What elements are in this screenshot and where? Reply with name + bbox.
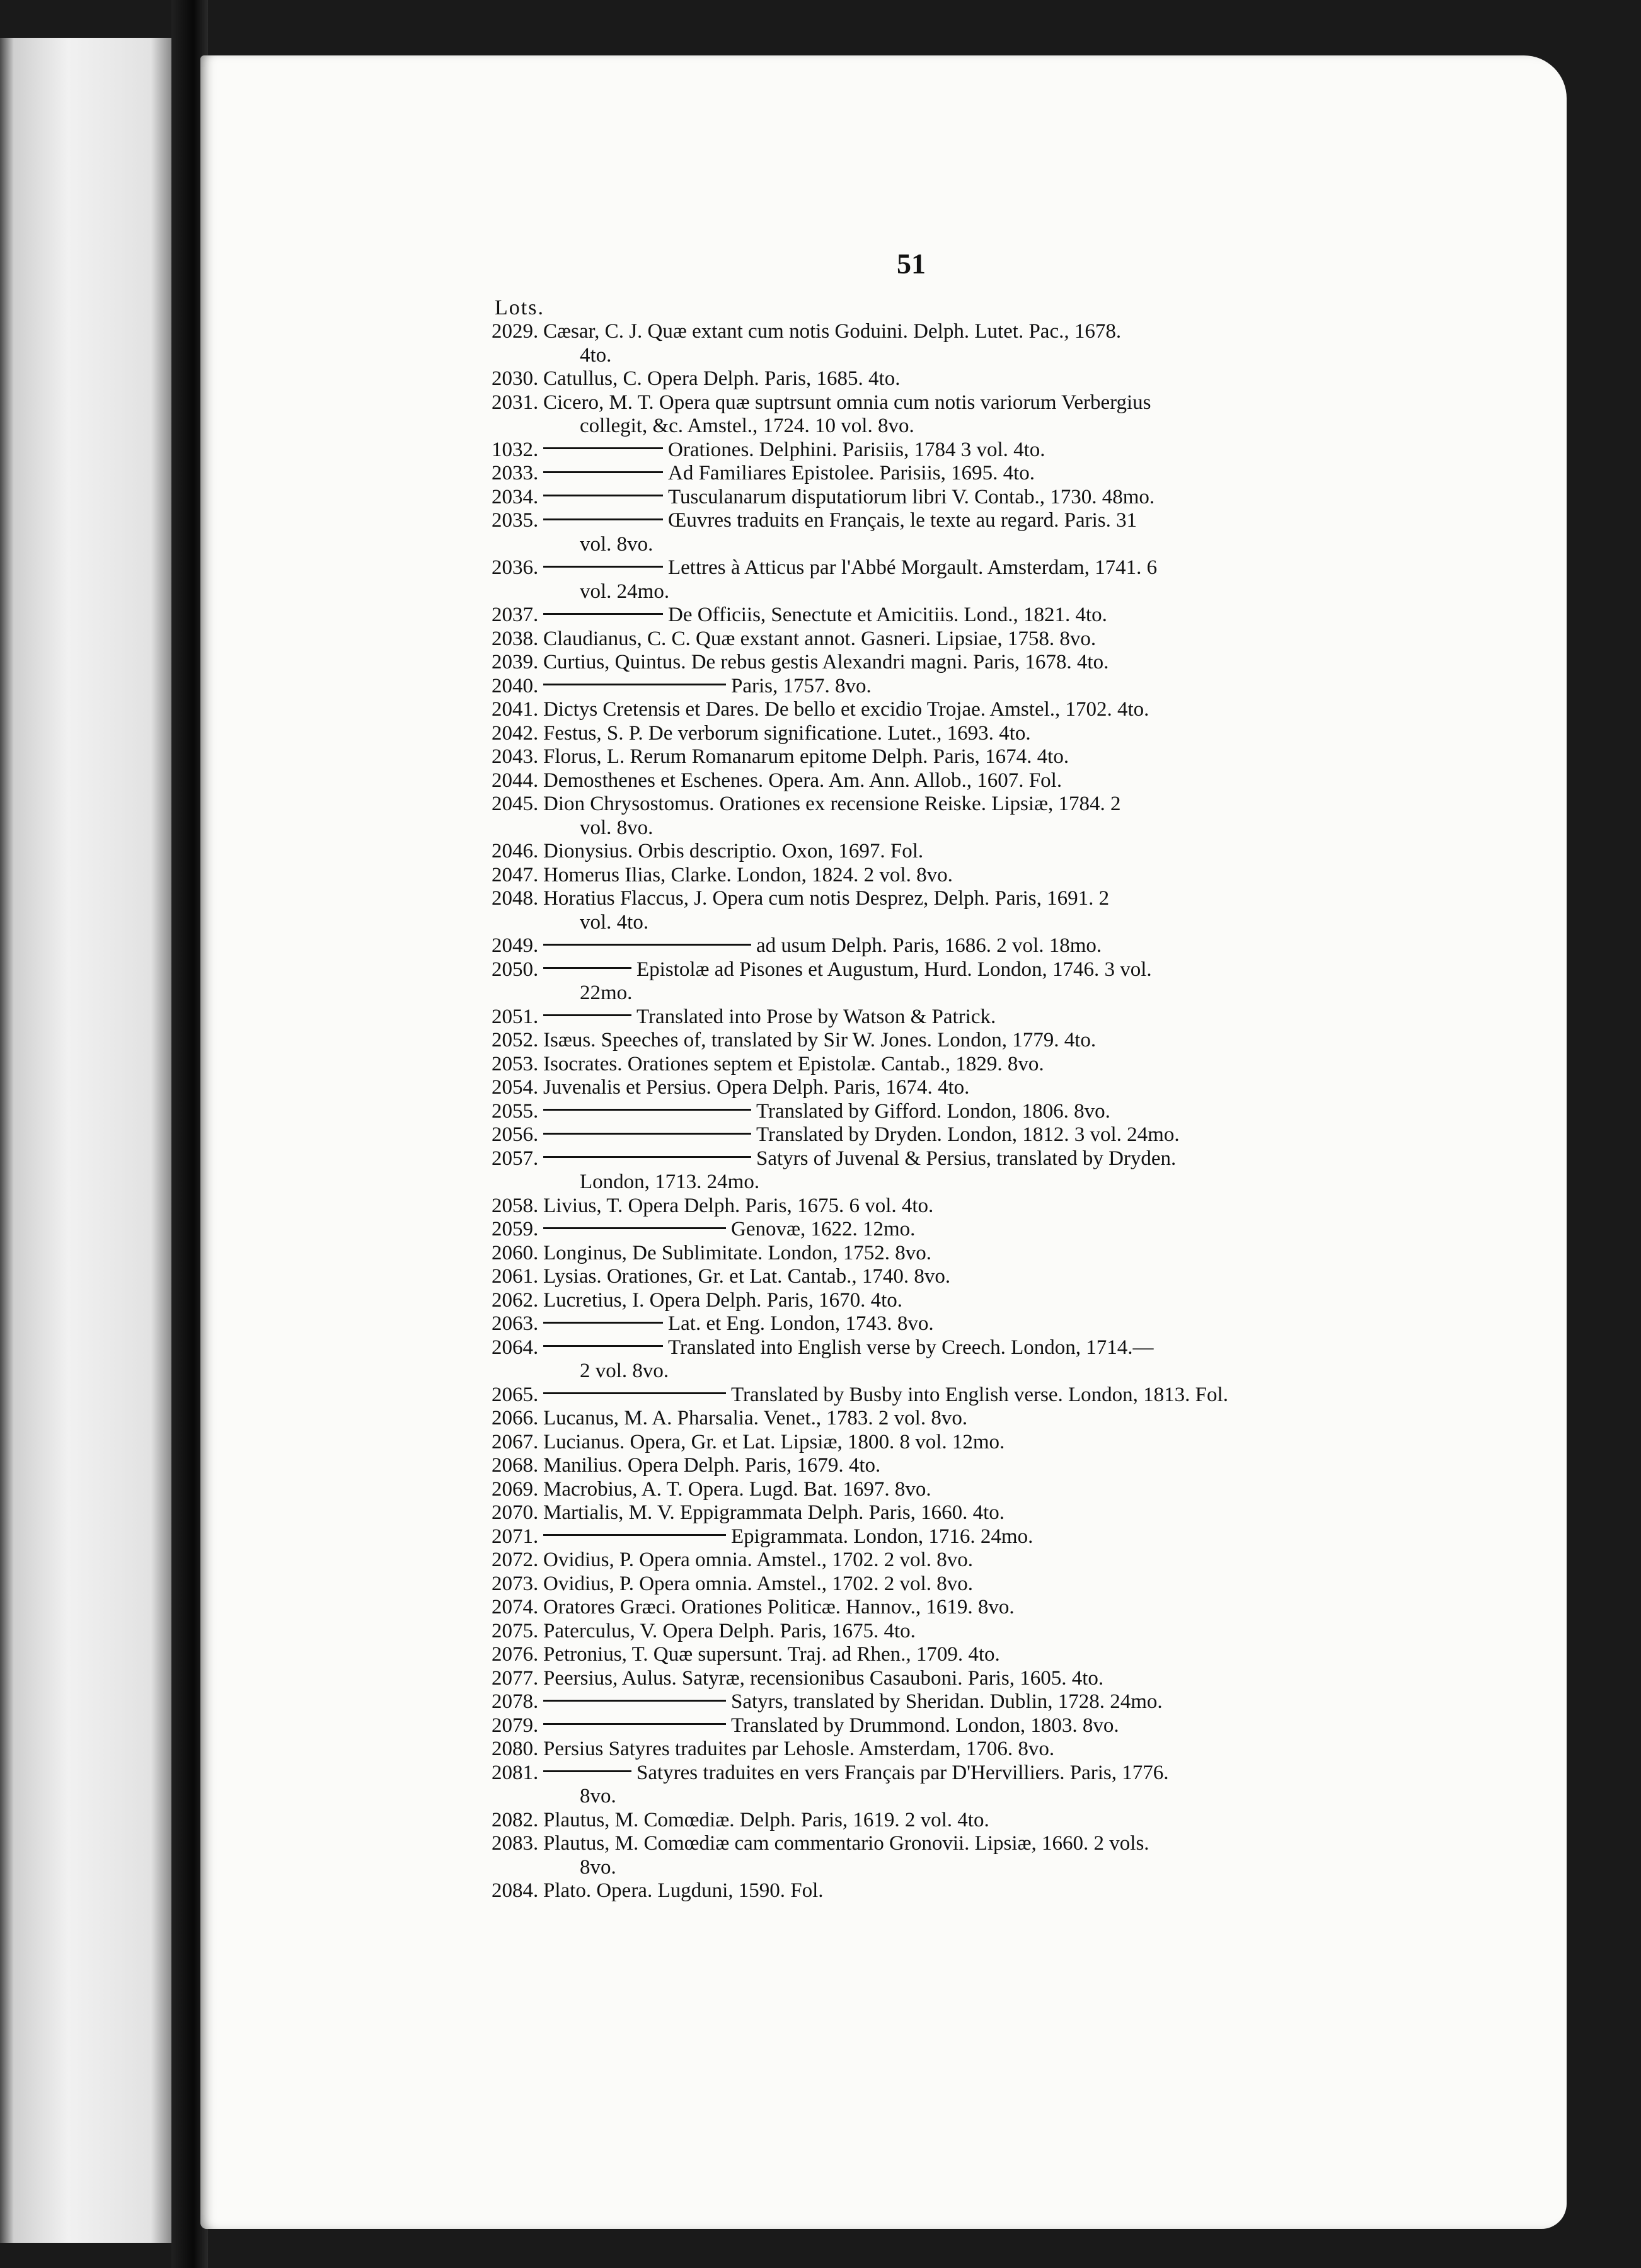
- lot-description: [543, 1525, 1361, 1549]
- lot-title: Dictys Cretensis et Dares. De bello et excidio Trojae. Amstel., 1702. 4to.: [543, 698, 1149, 721]
- lot-title: Plautus, M. Comœdiæ. Delph. Paris, 1619. 2 vol. 4to.: [543, 1808, 989, 1831]
- lot-number: 2030.: [492, 367, 539, 390]
- lot-title: Martialis, M. V. Eppigrammata Delph. Paris, 1660. 4to.: [543, 1501, 1005, 1524]
- lot-entry: [492, 486, 1361, 510]
- lot-description: [543, 1572, 1361, 1596]
- lot-entry: [492, 1053, 1361, 1077]
- lot-entry: [492, 1572, 1361, 1596]
- lot-entry: [492, 367, 1361, 391]
- lot-title: ad usum Delph. Paris, 1686. 2 vol. 18mo.: [756, 934, 1102, 957]
- lot-number: 2080.: [492, 1738, 539, 1760]
- lot-number: 2037.: [492, 604, 539, 626]
- lot-entry: [492, 1194, 1361, 1218]
- lot-entry: [492, 1218, 1361, 1242]
- lot-description: [543, 509, 1361, 556]
- lot-entry: [492, 793, 1361, 840]
- lot-number: 2034.: [492, 485, 539, 508]
- lot-title: Manilius. Opera Delph. Paris, 1679. 4to.: [543, 1454, 881, 1477]
- lot-continuation: 22mo.: [580, 982, 633, 1004]
- lot-description: [543, 958, 1361, 1005]
- lot-entry: [492, 1383, 1361, 1407]
- lot-title: Juvenalis et Persius. Opera Delph. Paris, 1674. 4to.: [543, 1076, 970, 1099]
- lot-number: 2064.: [492, 1336, 539, 1359]
- lot-number: 2043.: [492, 745, 539, 768]
- lot-title: Claudianus, C. C. Quæ exstant annot. Gasneri. Lipsiae, 1758. 8vo.: [543, 627, 1097, 650]
- lot-continuation: vol. 8vo.: [580, 816, 654, 839]
- lot-entry: [492, 934, 1361, 958]
- lot-description: [543, 745, 1361, 769]
- lot-title: Genovæ, 1622. 12mo.: [731, 1218, 916, 1240]
- lot-number: 2061.: [492, 1265, 539, 1288]
- lot-entry: [492, 1431, 1361, 1455]
- lot-description: [543, 320, 1361, 367]
- lot-number: 2055.: [492, 1099, 539, 1123]
- lot-continuation: vol. 8vo.: [580, 532, 654, 556]
- lot-number: 2081.: [492, 1761, 539, 1784]
- lot-title: Homerus Ilias, Clarke. London, 1824. 2 vol. 8vo.: [543, 863, 953, 886]
- lot-entry: [492, 1005, 1361, 1029]
- lot-description: [543, 1501, 1361, 1525]
- lot-description: [543, 698, 1361, 722]
- lot-description: [543, 1667, 1361, 1691]
- lot-description: [543, 486, 1361, 510]
- lot-description: [543, 1620, 1361, 1644]
- lot-title: Translated by Gifford. London, 1806. 8vo.: [756, 1099, 1110, 1123]
- lot-entry: [492, 1478, 1361, 1502]
- lot-title: Demosthenes et Eschenes. Opera. Am. Ann. Allob., 1607. Fol.: [543, 769, 1062, 792]
- lot-continuation: 2 vol. 8vo.: [580, 1360, 669, 1382]
- lot-entry: [492, 320, 1361, 367]
- lot-description: [543, 793, 1361, 840]
- lot-title: Festus, S. P. De verborum significatione. Lutet., 1693. 4to.: [543, 721, 1031, 745]
- lot-description: [543, 1738, 1361, 1761]
- ditto-rule: [543, 447, 663, 449]
- lot-number: 2059.: [492, 1218, 539, 1240]
- lot-entry: [492, 651, 1361, 675]
- ditto-rule: [543, 1227, 726, 1229]
- lot-title: Macrobius, A. T. Opera. Lugd. Bat. 1697. 8vo.: [543, 1477, 931, 1501]
- lot-number: 2065.: [492, 1383, 539, 1406]
- lot-number: 2072.: [492, 1549, 539, 1571]
- lot-entry: [492, 840, 1361, 864]
- lot-description: [543, 1643, 1361, 1667]
- lot-description: [543, 1147, 1361, 1194]
- lot-description: [543, 1809, 1361, 1833]
- lot-entry: [492, 1714, 1361, 1738]
- lot-title: Cæsar, C. J. Quæ extant cum notis Goduini. Delph. Lutet. Pac., 1678.: [543, 320, 1122, 343]
- lot-title: Œuvres traduits en Français, le texte au regard. Paris. 31: [668, 509, 1137, 532]
- lot-continuation: 8vo.: [580, 1785, 616, 1807]
- lot-number: 2035.: [492, 509, 539, 532]
- lot-description: [543, 1029, 1361, 1053]
- lot-entry: [492, 887, 1361, 934]
- ditto-rule: [543, 944, 751, 946]
- lot-number: 2048.: [492, 887, 539, 910]
- page-number: 51: [897, 248, 926, 280]
- lot-continuation: collegit, &c. Amstel., 1724. 10 vol. 8vo.: [580, 415, 914, 437]
- lot-title: Epigrammata. London, 1716. 24mo.: [731, 1525, 1034, 1548]
- lot-title: Tusculanarum disputatiorum libri V. Contab., 1730. 48mo.: [668, 485, 1155, 508]
- lot-number: 2073.: [492, 1572, 539, 1595]
- lot-number: 2076.: [492, 1643, 539, 1666]
- lot-entry: [492, 1690, 1361, 1714]
- lot-description: [543, 934, 1361, 958]
- lot-continuation: 4to.: [580, 343, 612, 367]
- lot-description: [543, 1076, 1361, 1100]
- ditto-rule: [543, 1700, 726, 1702]
- lot-number: 2046.: [492, 840, 539, 862]
- lot-description: [543, 1383, 1361, 1407]
- ditto-rule: [543, 1156, 751, 1158]
- lot-entry: [492, 627, 1361, 651]
- lot-number: 2041.: [492, 698, 539, 721]
- lot-entry: [492, 509, 1361, 556]
- lot-number: 1032.: [492, 438, 539, 461]
- lot-description: [543, 675, 1361, 699]
- lot-description: [543, 1832, 1361, 1879]
- lot-description: [543, 1407, 1361, 1431]
- ditto-rule: [543, 684, 726, 685]
- lot-title: Translated by Dryden. London, 1812. 3 vol. 24mo.: [756, 1123, 1180, 1146]
- lot-number: 2051.: [492, 1005, 539, 1028]
- lot-number: 2070.: [492, 1501, 539, 1524]
- lot-number: 2054.: [492, 1076, 539, 1099]
- ditto-rule: [543, 566, 663, 568]
- lot-entry: [492, 391, 1361, 438]
- lot-entry: [492, 1879, 1361, 1903]
- lot-number: 2060.: [492, 1241, 539, 1264]
- lot-entry: [492, 1549, 1361, 1572]
- lot-entry: [492, 1620, 1361, 1644]
- lot-title: Orationes. Delphini. Parisiis, 1784 3 vol. 4to.: [668, 438, 1045, 461]
- lot-number: 2058.: [492, 1194, 539, 1217]
- lot-description: [543, 462, 1361, 486]
- lot-number: 2063.: [492, 1312, 539, 1335]
- lot-number: 2082.: [492, 1808, 539, 1831]
- lot-title: Curtius, Quintus. De rebus gestis Alexandri magni. Paris, 1678. 4to.: [543, 651, 1109, 673]
- lot-description: [543, 1714, 1361, 1738]
- lot-continuation: vol. 4to.: [580, 910, 649, 934]
- ditto-rule: [543, 1345, 663, 1347]
- lot-number: 2071.: [492, 1525, 539, 1548]
- lot-description: [543, 1289, 1361, 1313]
- lot-description: [543, 864, 1361, 888]
- lot-title: Lat. et Eng. London, 1743. 8vo.: [668, 1312, 934, 1335]
- lot-entry: [492, 1832, 1361, 1879]
- lot-entry: [492, 1525, 1361, 1549]
- lot-entry: [492, 462, 1361, 486]
- lot-number: 2053.: [492, 1052, 539, 1075]
- ditto-rule: [543, 471, 663, 473]
- lot-title: Ovidius, P. Opera omnia. Amstel., 1702. 2 vol. 8vo.: [543, 1572, 973, 1595]
- lot-title: Horatius Flaccus, J. Opera cum notis Desprez, Delph. Paris, 1691. 2: [543, 887, 1110, 910]
- lot-description: [543, 1596, 1361, 1620]
- lot-number: 2031.: [492, 391, 539, 414]
- ditto-rule: [543, 613, 663, 615]
- lot-title: Peersius, Aulus. Satyræ, recensionibus Casauboni. Paris, 1605. 4to.: [543, 1666, 1104, 1690]
- lot-title: Florus, L. Rerum Romanarum epitome Delph. Paris, 1674. 4to.: [543, 745, 1069, 768]
- lot-title: Satyres traduites en vers Français par D'Hervilliers. Paris, 1776.: [636, 1761, 1169, 1784]
- lot-number: 2074.: [492, 1596, 539, 1618]
- lots-heading: Lots.: [495, 296, 544, 319]
- lot-number: 2047.: [492, 863, 539, 886]
- lot-description: [543, 1312, 1361, 1336]
- lot-title: Paterculus, V. Opera Delph. Paris, 1675. 4to.: [543, 1619, 916, 1642]
- lot-entry: [492, 1501, 1361, 1525]
- lot-number: 2084.: [492, 1879, 539, 1902]
- lot-title: Paris, 1757. 8vo.: [731, 674, 872, 697]
- lot-entry: [492, 1147, 1361, 1194]
- lot-number: 2038.: [492, 627, 539, 650]
- lot-description: [543, 1478, 1361, 1502]
- lot-description: [543, 391, 1361, 438]
- lot-number: 2039.: [492, 651, 539, 673]
- ditto-rule: [543, 967, 631, 969]
- lot-description: [543, 1053, 1361, 1077]
- ditto-rule: [543, 495, 663, 496]
- lot-entry: [492, 864, 1361, 888]
- lot-title: Ad Familiares Epistolee. Parisiis, 1695. 4to.: [668, 462, 1035, 484]
- ditto-rule: [543, 1109, 751, 1111]
- ditto-rule: [543, 1392, 726, 1394]
- lot-number: 2066.: [492, 1407, 539, 1429]
- lot-title: Satyrs, translated by Sheridan. Dublin, 1728. 24mo.: [731, 1690, 1163, 1713]
- lot-title: De Officiis, Senectute et Amicitiis. Lond., 1821. 4to.: [668, 604, 1107, 626]
- ditto-rule: [543, 1723, 726, 1725]
- lot-title: Dion Chrysostomus. Orationes ex recensione Reiske. Lipsiæ, 1784. 2: [543, 793, 1121, 815]
- lot-number: 2029.: [492, 320, 539, 343]
- lot-title: Lettres à Atticus par l'Abbé Morgault. Amsterdam, 1741. 6: [668, 556, 1158, 579]
- lot-entry: [492, 745, 1361, 769]
- lot-entry: [492, 1407, 1361, 1431]
- lot-description: [543, 1454, 1361, 1478]
- lot-title: Livius, T. Opera Delph. Paris, 1675. 6 vol. 4to.: [543, 1194, 934, 1217]
- lot-number: 2056.: [492, 1123, 539, 1146]
- lot-description: [543, 1761, 1361, 1809]
- lot-number: 2033.: [492, 462, 539, 484]
- lot-title: Plautus, M. Comœdiæ cam commentario Gronovii. Lipsiæ, 1660. 2 vols.: [543, 1832, 1149, 1855]
- lot-number: 2079.: [492, 1714, 539, 1737]
- lot-title: Isocrates. Orationes septem et Epistolæ. Cantab., 1829. 8vo.: [543, 1052, 1044, 1075]
- lot-description: [543, 1218, 1361, 1242]
- lot-description: [543, 1100, 1361, 1124]
- lot-entry: [492, 675, 1361, 699]
- lot-title: Translated by Drummond. London, 1803. 8vo.: [731, 1714, 1119, 1737]
- lot-title: Lucanus, M. A. Pharsalia. Venet., 1783. 2 vol. 8vo.: [543, 1407, 968, 1429]
- ditto-rule: [543, 1534, 726, 1536]
- lot-entry: [492, 1738, 1361, 1761]
- lot-entry: [492, 958, 1361, 1005]
- lot-description: [543, 651, 1361, 675]
- lot-title: Translated by Busby into English verse. London, 1813. Fol.: [731, 1383, 1228, 1406]
- lot-number: 2083.: [492, 1832, 539, 1855]
- lot-number: 2075.: [492, 1619, 539, 1642]
- ditto-rule: [543, 1133, 751, 1135]
- lot-number: 2078.: [492, 1690, 539, 1713]
- lot-description: [543, 604, 1361, 627]
- lot-description: [543, 1336, 1361, 1383]
- ditto-rule: [543, 1322, 663, 1324]
- lot-description: [543, 840, 1361, 864]
- lot-continuation: 8vo.: [580, 1855, 616, 1879]
- lot-description: [543, 367, 1361, 391]
- lot-title: Isæus. Speeches of, translated by Sir W. Jones. London, 1779. 4to.: [543, 1029, 1097, 1051]
- lot-entry: [492, 1242, 1361, 1266]
- lot-continuation: London, 1713. 24mo.: [580, 1171, 760, 1193]
- lot-title: Persius Satyres traduites par Lehosle. Amsterdam, 1706. 8vo.: [543, 1738, 1055, 1760]
- lot-number: 2062.: [492, 1288, 539, 1312]
- lot-title: Translated into English verse by Creech. London, 1714.—: [668, 1336, 1154, 1359]
- lot-number: 2057.: [492, 1147, 539, 1170]
- lot-number: 2036.: [492, 556, 539, 579]
- lot-number: 2049.: [492, 934, 539, 957]
- lot-number: 2067.: [492, 1430, 539, 1453]
- lot-title: Catullus, C. Opera Delph. Paris, 1685. 4to.: [543, 367, 901, 390]
- lot-entry: [492, 1761, 1361, 1809]
- lot-title: Lucianus. Opera, Gr. et Lat. Lipsiæ, 1800. 8 vol. 12mo.: [543, 1430, 1005, 1453]
- lot-entry: [492, 604, 1361, 627]
- lot-entry: [492, 1312, 1361, 1336]
- lot-entry: [492, 438, 1361, 462]
- lot-description: [543, 1265, 1361, 1289]
- ditto-rule: [543, 518, 663, 520]
- lot-entry: [492, 1029, 1361, 1053]
- lot-entry: [492, 698, 1361, 722]
- lot-entry: [492, 1643, 1361, 1667]
- lot-list: [492, 320, 1361, 1903]
- lot-entry: [492, 1336, 1361, 1383]
- lot-title: Lucretius, I. Opera Delph. Paris, 1670. 4to.: [543, 1288, 903, 1312]
- lot-number: 2069.: [492, 1477, 539, 1501]
- lot-number: 2044.: [492, 769, 539, 792]
- lot-number: 2045.: [492, 793, 539, 815]
- lot-title: Ovidius, P. Opera omnia. Amstel., 1702. 2 vol. 8vo.: [543, 1549, 973, 1571]
- lot-continuation: vol. 24mo.: [580, 580, 670, 603]
- lot-description: [543, 556, 1361, 604]
- lot-number: 2040.: [492, 674, 539, 697]
- lot-title: Cicero, M. T. Opera quæ suptrsunt omnia cum notis variorum Verbergius: [543, 391, 1151, 414]
- lot-description: [543, 769, 1361, 793]
- lot-number: 2077.: [492, 1666, 539, 1690]
- lot-description: [543, 1123, 1361, 1147]
- lot-entry: [492, 722, 1361, 746]
- lot-title: Longinus, De Sublimitate. London, 1752. 8vo.: [543, 1241, 931, 1264]
- lot-entry: [492, 1289, 1361, 1313]
- lot-description: [543, 1194, 1361, 1218]
- facing-page-edge: [0, 38, 171, 2243]
- lot-title: Oratores Græci. Orationes Politicæ. Hannov., 1619. 8vo.: [543, 1596, 1015, 1618]
- lot-description: [543, 887, 1361, 934]
- lot-entry: [492, 1123, 1361, 1147]
- lot-entry: [492, 1076, 1361, 1100]
- lot-description: [543, 1879, 1361, 1903]
- lot-description: [543, 1005, 1361, 1029]
- lot-description: [543, 1431, 1361, 1455]
- lot-description: [543, 627, 1361, 651]
- lot-title: Lysias. Orationes, Gr. et Lat. Cantab., 1740. 8vo.: [543, 1265, 951, 1288]
- ditto-rule: [543, 1770, 631, 1772]
- lot-entry: [492, 1596, 1361, 1620]
- ditto-rule: [543, 1014, 631, 1016]
- lot-title: Epistolæ ad Pisones et Augustum, Hurd. London, 1746. 3 vol.: [636, 958, 1152, 981]
- lot-title: Petronius, T. Quæ supersunt. Traj. ad Rhen., 1709. 4to.: [543, 1643, 1000, 1666]
- lot-description: [543, 1690, 1361, 1714]
- lot-number: 2068.: [492, 1454, 539, 1477]
- lot-entry: [492, 1100, 1361, 1124]
- lot-description: [543, 1549, 1361, 1572]
- lot-entry: [492, 1667, 1361, 1691]
- lot-description: [543, 1242, 1361, 1266]
- lot-title: Translated into Prose by Watson & Patrick.: [636, 1005, 996, 1028]
- lot-description: [543, 438, 1361, 462]
- lot-entry: [492, 769, 1361, 793]
- lot-entry: [492, 1809, 1361, 1833]
- lot-title: Satyrs of Juvenal & Persius, translated by Dryden.: [756, 1147, 1177, 1170]
- lot-description: [543, 722, 1361, 746]
- lot-number: 2052.: [492, 1029, 539, 1051]
- lot-entry: [492, 1454, 1361, 1478]
- lot-number: 2050.: [492, 958, 539, 981]
- lot-title: Plato. Opera. Lugduni, 1590. Fol.: [543, 1879, 824, 1902]
- lot-number: 2042.: [492, 721, 539, 745]
- lot-entry: [492, 1265, 1361, 1289]
- lot-title: Dionysius. Orbis descriptio. Oxon, 1697. Fol.: [543, 840, 924, 862]
- lot-entry: [492, 556, 1361, 604]
